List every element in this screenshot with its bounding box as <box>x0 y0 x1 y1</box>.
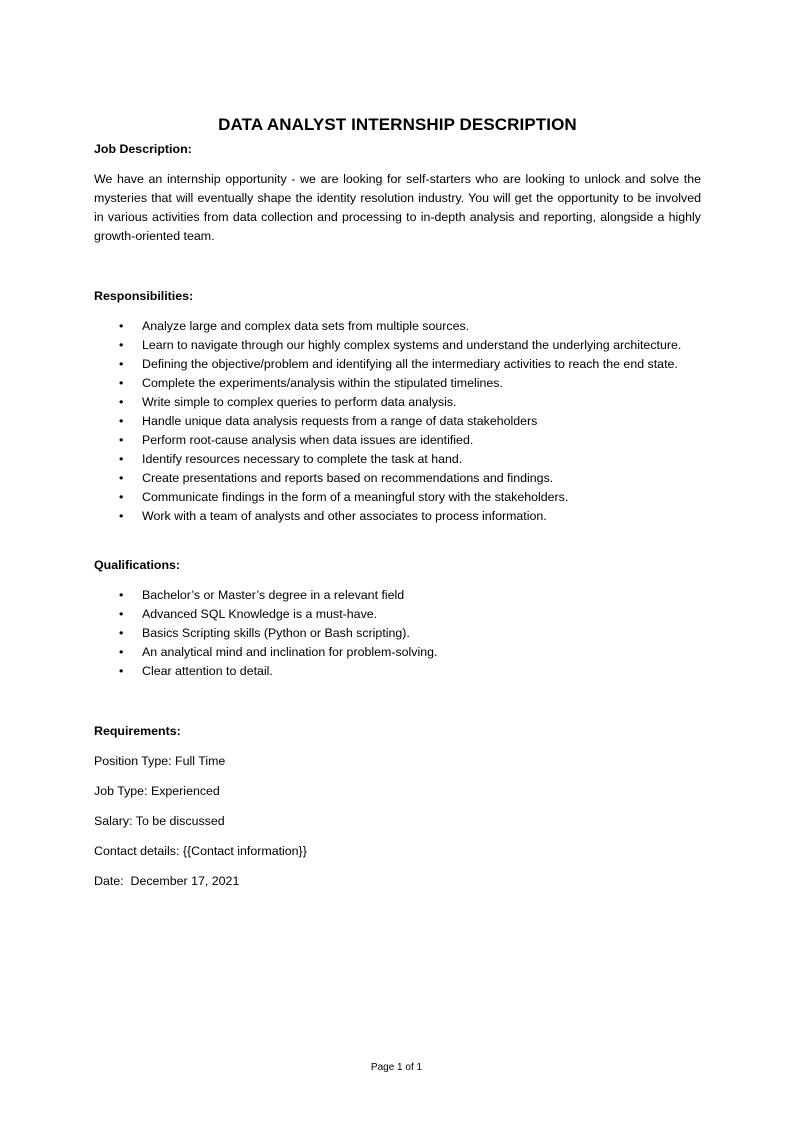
bullet-icon: • <box>119 588 124 602</box>
list-item: • Create presentations and reports based on recommendations and findings. <box>94 469 701 488</box>
date: Date: December 17, 2021 <box>94 874 240 888</box>
list-item: • Defining the objective/problem and identifying all the intermediary activities to reach the end state. <box>94 355 701 374</box>
bullet-icon: • <box>119 338 124 352</box>
bullet-icon: • <box>119 452 124 466</box>
list-item: • Bachelor’s or Master’s degree in a relevant field <box>94 586 701 605</box>
list-item: • Analyze large and complex data sets from multiple sources. <box>94 317 701 336</box>
job-description-text: We have an internship opportunity - we are looking for self-starters who are looking to unlock and solve the mysteries that will eventually shape the identity resolution industry. You will get the opportunity to be involved in various activities from data collection and processing to in-depth analysis and reporting, alongside a highly growth-oriented team. <box>94 172 701 243</box>
salary: Salary: To be discussed <box>94 814 225 828</box>
bullet-icon: • <box>119 357 124 371</box>
list-item: • Write simple to complex queries to perform data analysis. <box>94 393 701 412</box>
bullet-icon: • <box>119 395 124 409</box>
bullet-icon: • <box>119 490 124 504</box>
bullet-icon: • <box>119 319 124 333</box>
list-item: • Perform root-cause analysis when data issues are identified. <box>94 431 701 450</box>
document-title: DATA ANALYST INTERNSHIP DESCRIPTION <box>218 115 577 134</box>
position-type: Position Type: Full Time <box>94 754 226 768</box>
bullet-icon: • <box>119 509 124 523</box>
contact-details: Contact details: {{Contact information}} <box>94 844 307 858</box>
job-description-heading: Job Description: <box>94 142 192 156</box>
list-item: • Complete the experiments/analysis within the stipulated timelines. <box>94 374 701 393</box>
page-number: Page 1 of 1 <box>370 1062 423 1073</box>
list-item: • Handle unique data analysis requests from a range of data stakeholders <box>94 412 701 431</box>
bullet-icon: • <box>119 664 124 678</box>
list-item: • Learn to navigate through our highly complex systems and understand the underlying architecture. <box>94 336 701 355</box>
bullet-icon: • <box>119 626 124 640</box>
qualifications-list <box>94 586 701 681</box>
list-item: • Work with a team of analysts and other associates to process information. <box>94 507 701 526</box>
bullet-icon: • <box>119 414 124 428</box>
list-item: • Clear attention to detail. <box>94 662 701 681</box>
list-item: • Basics Scripting skills (Python or Bash scripting). <box>94 624 701 643</box>
responsibilities-heading: Responsibilities: <box>94 289 194 303</box>
responsibilities-list <box>94 317 701 526</box>
requirements-heading: Requirements: <box>94 724 181 738</box>
list-item: • An analytical mind and inclination for problem-solving. <box>94 643 701 662</box>
list-item: • Identify resources necessary to complete the task at hand. <box>94 450 701 469</box>
list-item: • Advanced SQL Knowledge is a must-have. <box>94 605 701 624</box>
job-type: Job Type: Experienced <box>94 784 220 798</box>
bullet-icon: • <box>119 433 124 447</box>
bullet-icon: • <box>119 645 124 659</box>
bullet-icon: • <box>119 607 124 621</box>
list-item: • Communicate findings in the form of a meaningful story with the stakeholders. <box>94 488 701 507</box>
bullet-icon: • <box>119 471 124 485</box>
bullet-icon: • <box>119 376 124 390</box>
qualifications-heading: Qualifications: <box>94 558 181 572</box>
document-body <box>94 113 701 902</box>
